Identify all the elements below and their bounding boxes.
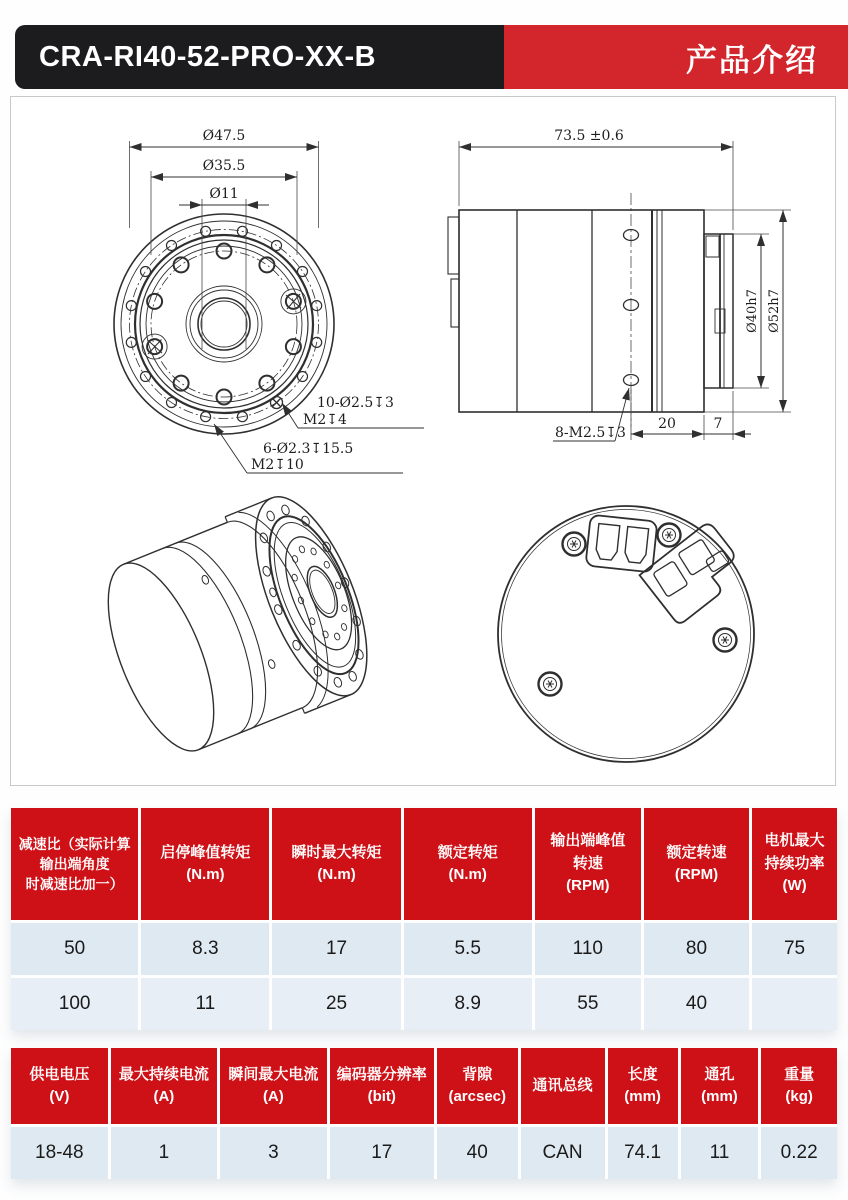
note-10-holes-thread: M2↧4 [303, 412, 347, 428]
dim-side-length: 73.5 ±0.6 [554, 128, 624, 144]
side-view [448, 128, 791, 441]
table-cell: 5.5 [404, 923, 532, 975]
rear-view [498, 506, 754, 762]
title-bar [15, 25, 848, 89]
table-cell: 18-48 [11, 1127, 108, 1179]
column-header: 瞬间最大电流 (A) [220, 1048, 326, 1124]
dim-body-diameter: Ø52h7 [767, 289, 782, 333]
dim-front-outer: Ø47.5 [202, 128, 246, 144]
dim-20: 20 [658, 416, 676, 432]
table-cell: 74.1 [608, 1127, 678, 1179]
dim-front-bolt-circle: Ø35.5 [202, 158, 246, 174]
electrical-table [11, 1048, 837, 1179]
table-cell: 100 [11, 978, 138, 1030]
column-header: 编码器分辨率 (bit) [330, 1048, 434, 1124]
front-view [114, 128, 424, 473]
table-cell: 40 [437, 1127, 518, 1179]
table-cell: 25 [272, 978, 400, 1030]
column-header: 瞬时最大转矩 (N.m) [272, 808, 400, 920]
table-cell: 17 [330, 1127, 434, 1179]
table-cell: 80 [644, 923, 749, 975]
table-cell: 8.9 [404, 978, 532, 1030]
column-header: 通讯总线 [521, 1048, 605, 1124]
table-cell: 11 [681, 1127, 759, 1179]
column-header: 通孔 (mm) [681, 1048, 759, 1124]
table-cell: 50 [11, 923, 138, 975]
note-6-holes-thread: M2↧10 [251, 457, 304, 473]
table-cell: 75 [752, 923, 837, 975]
model-bar [15, 25, 504, 89]
column-header: 输出端峰值 转速 (RPM) [535, 808, 641, 920]
section-banner [504, 25, 848, 89]
rear-screws [539, 524, 737, 696]
column-header: 供电电压 (V) [11, 1048, 108, 1124]
screw-head-hole [271, 397, 283, 409]
performance-table [11, 808, 837, 1030]
table-cell: 8.3 [141, 923, 269, 975]
page-title: CRA-RI40-52-PRO-XX-B [39, 40, 377, 73]
table-cell: 3 [220, 1127, 326, 1179]
isometric-view [84, 482, 390, 770]
column-header: 启停峰值转矩 (N.m) [141, 808, 269, 920]
technical-drawing-panel [10, 96, 836, 786]
column-header: 最大持续电流 (A) [111, 1048, 217, 1124]
section-badge: 产品介绍 [686, 42, 818, 78]
table-cell: 17 [272, 923, 400, 975]
note-6-holes: 6-Ø2.3↧15.5 [263, 441, 354, 457]
dim-7: 7 [713, 416, 723, 432]
connector-a [585, 515, 657, 573]
note-10-holes: 10-Ø2.5↧3 [317, 395, 394, 411]
column-header: 电机最大 持续功率 (W) [752, 808, 837, 920]
cad-drawing [11, 97, 835, 785]
dim-front-bore: Ø11 [209, 186, 239, 202]
column-header: 重量 (kg) [761, 1048, 837, 1124]
table-cell [752, 978, 837, 1030]
column-header: 额定转矩 (N.m) [404, 808, 532, 920]
column-header: 额定转速 (RPM) [644, 808, 749, 920]
table-cell: 110 [535, 923, 641, 975]
column-header: 背隙 (arcsec) [437, 1048, 518, 1124]
table-cell: 55 [535, 978, 641, 1030]
table-cell: 11 [141, 978, 269, 1030]
column-header: 长度 (mm) [608, 1048, 678, 1124]
table-cell: 1 [111, 1127, 217, 1179]
outer-hole-ring [126, 226, 321, 421]
column-header: 减速比（实际计算 输出端角度 时减速比加一） [11, 808, 138, 920]
dim-output-diameter: Ø40h7 [745, 289, 760, 333]
inserted-screws [142, 289, 306, 359]
note-8-holes: 8-M2.5↧3 [555, 425, 626, 441]
table-cell: CAN [521, 1127, 605, 1179]
table-cell: 0.22 [761, 1127, 837, 1179]
table-cell: 40 [644, 978, 749, 1030]
